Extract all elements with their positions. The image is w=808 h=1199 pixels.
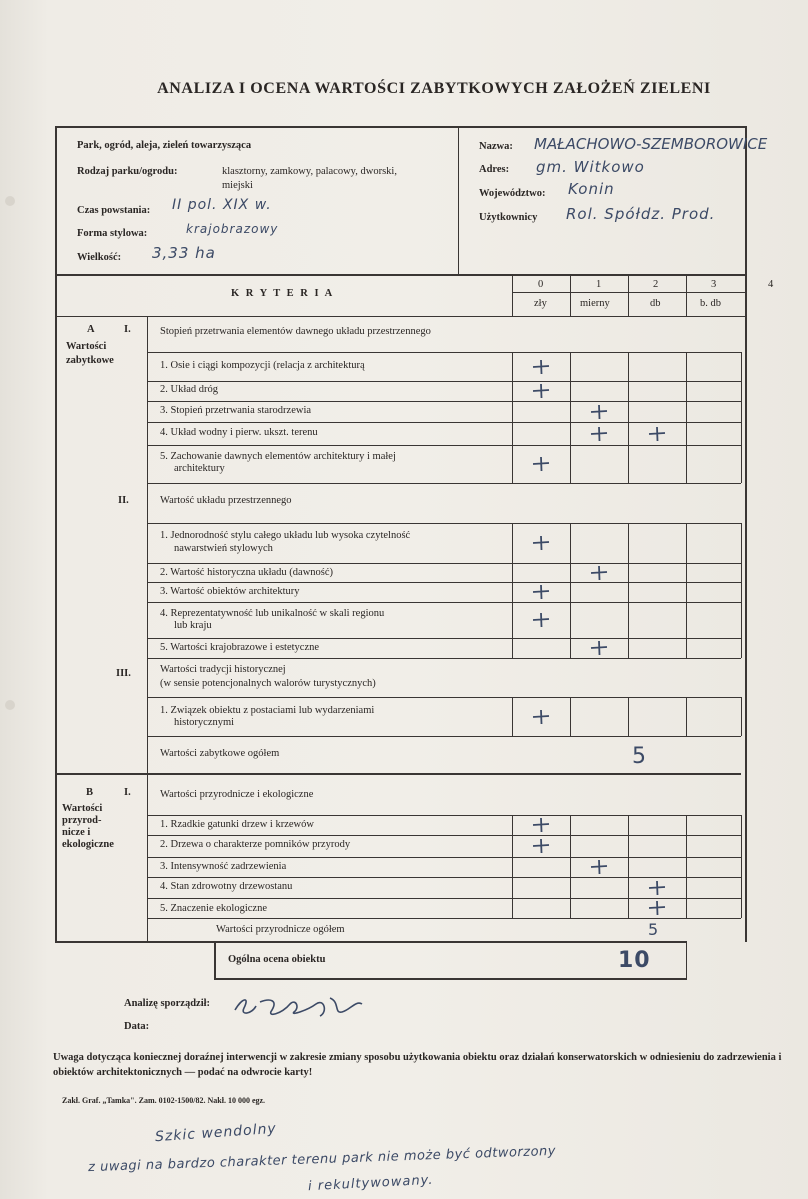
adres-value: gm. Witkowo bbox=[536, 158, 645, 176]
row-label: 4. Układ wodny i pierw. ukszt. terenu bbox=[160, 427, 318, 438]
grid-line bbox=[686, 697, 687, 736]
grid-line bbox=[741, 697, 742, 736]
score-name-2: db bbox=[650, 298, 661, 309]
grid-line bbox=[686, 877, 687, 898]
score-mark-A-II-1-0 bbox=[530, 533, 552, 553]
score-name-1: mierny bbox=[580, 298, 610, 309]
row-label: 3. Intensywność zadrzewienia bbox=[160, 861, 287, 872]
grid-line bbox=[686, 898, 687, 918]
rule bbox=[147, 638, 741, 639]
handwritten-note-1: Szkic wendolny bbox=[154, 1120, 278, 1146]
grid-line bbox=[686, 523, 687, 563]
wojewodztwo-label: Województwo: bbox=[479, 188, 546, 199]
criteria-bottom-line bbox=[55, 316, 746, 317]
grid-line bbox=[686, 445, 687, 483]
row-label: 4. Reprezentatywność lub unikalność w skali regionu bbox=[160, 608, 385, 619]
przyrodnicze-total-value: 5 bbox=[648, 920, 660, 939]
group3-num: III. bbox=[116, 668, 131, 679]
score-mark-A-I-2-0 bbox=[530, 381, 552, 401]
grid-line bbox=[628, 401, 629, 422]
row-label: 4. Stan zdrowotny drzewostanu bbox=[160, 881, 293, 892]
grid-line bbox=[570, 422, 571, 445]
group2-num: II. bbox=[118, 495, 129, 506]
grid-line bbox=[628, 352, 629, 381]
rule bbox=[147, 857, 741, 858]
score-mark-A-II-2-1 bbox=[588, 563, 610, 583]
rule bbox=[147, 352, 741, 353]
grid-line bbox=[570, 898, 571, 918]
score-mark-B-I-4-2 bbox=[646, 878, 668, 898]
handwritten-note-3: i rekultywowany. bbox=[307, 1172, 434, 1195]
overall-label: Ogólna ocena obiektu bbox=[228, 954, 326, 965]
czas-value: II pol. XIX w. bbox=[172, 197, 272, 213]
grid-line bbox=[686, 582, 687, 602]
uwaga-note: Uwaga dotycząca koniecznej doraźnej interwencji w zakresie zmiany sposobu użytkowania obiektu oraz działań konserwatorskich w odniesieniu do zadrzewienia i obiektów architektonicznych — podać na odwrocie karty! bbox=[53, 1052, 782, 1078]
grid-line bbox=[741, 835, 742, 857]
criteria-top-border bbox=[55, 274, 746, 276]
section-a-letter: A bbox=[87, 324, 95, 335]
czas-label: Czas powstania: bbox=[77, 205, 151, 216]
col-line-2 bbox=[628, 274, 629, 316]
grid-line bbox=[512, 381, 513, 401]
forma-label: Forma stylowa: bbox=[77, 228, 148, 239]
grid-line bbox=[512, 401, 513, 422]
zabytkowe-total-value: 5 bbox=[632, 744, 647, 769]
group1-title: Stopień przetrwania elementów dawnego układu przestrzennego bbox=[160, 326, 431, 337]
score-2: 2 bbox=[653, 279, 659, 290]
grid-line bbox=[628, 381, 629, 401]
row-label: 1. Jednorodność stylu całego układu lub wysoka czytelność bbox=[160, 530, 411, 541]
grid-line bbox=[512, 697, 513, 736]
grid-line bbox=[741, 445, 742, 483]
score-mark-A-I-3-1 bbox=[588, 402, 610, 422]
header-divider bbox=[458, 126, 459, 274]
grid-line bbox=[512, 835, 513, 857]
punch-hole bbox=[5, 700, 15, 710]
rule bbox=[147, 835, 741, 836]
section-b-label-1: Wartości bbox=[62, 803, 103, 814]
rule bbox=[147, 602, 741, 603]
score-mark-B-I-1-0 bbox=[530, 815, 552, 835]
section-b-label-4: ekologiczne bbox=[62, 839, 114, 850]
grid-line bbox=[686, 602, 687, 638]
grid-line bbox=[628, 445, 629, 483]
grid-line bbox=[686, 857, 687, 877]
row-label: 2. Wartość historyczna układu (dawność) bbox=[160, 567, 334, 578]
grid-line bbox=[628, 582, 629, 602]
row-label: 5. Wartości krajobrazowe i estetyczne bbox=[160, 642, 320, 653]
grid-line bbox=[570, 445, 571, 483]
printer-note: Zakł. Graf. „Tamka". Zam. 0102-1500/82. Nakł. 10 000 egz. bbox=[62, 1096, 266, 1105]
grid-line bbox=[628, 898, 629, 918]
row-label: historycznymi bbox=[174, 717, 235, 728]
row-label: 1. Związek obiektu z postaciami lub wydarzeniami bbox=[160, 705, 375, 716]
przyrodnicze-total-label: Wartości przyrodnicze ogółem bbox=[216, 924, 345, 935]
grid-line bbox=[741, 422, 742, 445]
rule bbox=[214, 941, 687, 943]
grid-line bbox=[741, 815, 742, 835]
col-line-1 bbox=[570, 274, 571, 316]
header-top-border bbox=[55, 126, 746, 128]
grid-line bbox=[570, 563, 571, 582]
grid-line bbox=[512, 877, 513, 898]
grid-line bbox=[628, 422, 629, 445]
score-4: 4 bbox=[768, 279, 774, 290]
grid-line bbox=[570, 857, 571, 877]
rodzaj-options-2: miejski bbox=[222, 180, 253, 191]
grid-line bbox=[628, 815, 629, 835]
grid-line bbox=[686, 563, 687, 582]
rule bbox=[147, 381, 741, 382]
grid-line bbox=[628, 523, 629, 563]
grid-line bbox=[741, 352, 742, 381]
rule bbox=[147, 582, 741, 583]
score-mark-B-I-3-1 bbox=[588, 857, 610, 877]
score-mark-A-II-3-0 bbox=[530, 582, 552, 602]
row-label: 5. Znaczenie ekologiczne bbox=[160, 903, 267, 914]
rule bbox=[147, 918, 741, 919]
group3-title-1: Wartości tradycji historycznej bbox=[160, 664, 286, 675]
nazwa-label: Nazwa: bbox=[479, 141, 513, 152]
grid-line bbox=[741, 563, 742, 582]
row-label: 3. Wartość obiektów architektury bbox=[160, 586, 300, 597]
grid-line bbox=[628, 877, 629, 898]
form-bottom-border bbox=[55, 941, 214, 943]
grid-line bbox=[686, 352, 687, 381]
kryteria-label: K R Y T E R I A bbox=[231, 288, 335, 299]
grid-line bbox=[686, 381, 687, 401]
grid-line bbox=[570, 835, 571, 857]
rule bbox=[147, 563, 741, 564]
forma-value: krajobrazowy bbox=[186, 222, 279, 236]
grid-line bbox=[512, 563, 513, 582]
nazwa-value: MAŁACHOWO-SZEMBOROWICE bbox=[534, 135, 768, 153]
grid-line bbox=[512, 602, 513, 638]
grid-line bbox=[741, 401, 742, 422]
row-label: nawarstwień stylowych bbox=[174, 543, 273, 554]
score-name-0: zły bbox=[534, 298, 547, 309]
analize-label: Analizę sporządził: bbox=[124, 998, 211, 1009]
form-left-border bbox=[55, 126, 57, 942]
row-label: 1. Rzadkie gatunki drzew i krzewów bbox=[160, 819, 314, 830]
grid-line bbox=[512, 638, 513, 658]
grid-line bbox=[628, 857, 629, 877]
grid-line bbox=[741, 602, 742, 638]
grid-line bbox=[570, 602, 571, 638]
rule bbox=[147, 697, 741, 698]
score-name-3: b. db bbox=[700, 298, 721, 309]
grid-line bbox=[570, 381, 571, 401]
grid-line bbox=[686, 835, 687, 857]
grid-line bbox=[570, 638, 571, 658]
score-mark-A-I-4-1 bbox=[588, 424, 610, 444]
section-b-num: I. bbox=[124, 787, 131, 798]
grid-line bbox=[628, 835, 629, 857]
wielkosc-value: 3,33 ha bbox=[152, 244, 216, 262]
rule bbox=[214, 978, 687, 980]
grid-line bbox=[628, 563, 629, 582]
grid-line bbox=[628, 697, 629, 736]
score-1: 1 bbox=[596, 279, 602, 290]
rule bbox=[147, 815, 741, 816]
handwritten-note-2: z uwagi na bardzo charakter terenu park nie może być odtworzony bbox=[87, 1143, 557, 1176]
grid-line bbox=[741, 523, 742, 563]
grid-line bbox=[741, 381, 742, 401]
rule bbox=[214, 941, 216, 979]
punch-hole bbox=[5, 196, 15, 206]
rule bbox=[147, 658, 741, 659]
grid-line bbox=[512, 523, 513, 563]
section-a-label-2: zabytkowe bbox=[66, 355, 114, 366]
rule bbox=[147, 445, 741, 446]
grid-line bbox=[570, 697, 571, 736]
row-label: lub kraju bbox=[174, 620, 212, 631]
zabytkowe-total-label: Wartości zabytkowe ogółem bbox=[160, 748, 280, 759]
group2-title: Wartość układu przestrzennego bbox=[160, 495, 292, 506]
section-a-label-1: Wartości bbox=[66, 341, 107, 352]
section-b-top bbox=[55, 773, 741, 775]
adres-label: Adres: bbox=[479, 164, 510, 175]
grid-line bbox=[741, 877, 742, 898]
rule bbox=[147, 736, 741, 737]
wojewodztwo-value: Konin bbox=[568, 180, 615, 198]
row-label: 2. Drzewa o charakterze pomników przyrody bbox=[160, 839, 351, 850]
row-label: 2. Układ dróg bbox=[160, 384, 219, 395]
grid-line bbox=[512, 445, 513, 483]
section-a-num: I. bbox=[124, 324, 131, 335]
col-line-3 bbox=[686, 274, 687, 316]
group4-title: Wartości przyrodnicze i ekologiczne bbox=[160, 789, 314, 800]
grid-line bbox=[512, 857, 513, 877]
group3-title-2: (w sensie potencjonalnych walorów turystycznych) bbox=[160, 678, 376, 689]
section-b-letter: B bbox=[86, 787, 94, 798]
grid-line bbox=[570, 815, 571, 835]
score-0: 0 bbox=[538, 279, 544, 290]
uzytkownicy-label: Użytkownicy bbox=[479, 212, 538, 223]
grid-line bbox=[686, 422, 687, 445]
grid-line bbox=[686, 401, 687, 422]
grid-line bbox=[512, 815, 513, 835]
grid-line bbox=[512, 582, 513, 602]
score-mark-A-I-1-0 bbox=[530, 357, 552, 377]
rule bbox=[686, 941, 687, 979]
grid-line bbox=[628, 602, 629, 638]
rule bbox=[147, 523, 741, 524]
row-label: 1. Osie i ciągi kompozycji (relacja z architekturą bbox=[160, 360, 365, 371]
rodzaj-label: Rodzaj parku/ogrodu: bbox=[77, 166, 178, 177]
score-3: 3 bbox=[711, 279, 717, 290]
rule bbox=[147, 401, 741, 402]
section-divider bbox=[147, 316, 148, 942]
row-label: 3. Stopień przetrwania starodrzewia bbox=[160, 405, 312, 416]
wielkosc-label: Wielkość: bbox=[77, 252, 122, 263]
rodzaj-options-1: klasztorny, zamkowy, palacowy, dworski, bbox=[222, 166, 397, 177]
grid-line bbox=[741, 857, 742, 877]
score-mark-A-II-5-1 bbox=[588, 638, 610, 658]
grid-line bbox=[512, 352, 513, 381]
grid-line bbox=[570, 352, 571, 381]
section-b-label-3: nicze i bbox=[62, 827, 91, 838]
data-label: Data: bbox=[124, 1021, 150, 1032]
grid-line bbox=[741, 638, 742, 658]
form-right-border bbox=[745, 126, 747, 942]
grid-line bbox=[570, 582, 571, 602]
signature-image bbox=[230, 990, 370, 1024]
park-line: Park, ogród, aleja, zieleń towarzysząca bbox=[77, 140, 252, 151]
page-title: ANALIZA I OCENA WARTOŚCI ZABYTKOWYCH ZAŁOŻEŃ ZIELENI bbox=[157, 80, 711, 97]
row-label: 5. Zachowanie dawnych elementów architektury i małej bbox=[160, 451, 396, 462]
grid-line bbox=[570, 523, 571, 563]
score-mark-B-I-5-2 bbox=[646, 898, 668, 918]
score-mark-A-I-4-2 bbox=[646, 424, 668, 444]
grid-line bbox=[741, 582, 742, 602]
criteria-mid-line bbox=[512, 292, 746, 293]
score-mark-B-I-2-0 bbox=[530, 836, 552, 856]
grid-line bbox=[686, 638, 687, 658]
uzytkownicy-value: Rol. Spółdz. Prod. bbox=[566, 205, 716, 223]
col-line-0 bbox=[512, 274, 513, 316]
grid-line bbox=[570, 877, 571, 898]
score-mark-A-II-4-0 bbox=[530, 610, 552, 630]
grid-line bbox=[686, 815, 687, 835]
grid-line bbox=[570, 401, 571, 422]
rule bbox=[147, 483, 741, 484]
grid-line bbox=[741, 898, 742, 918]
score-mark-A-I-5-0 bbox=[530, 454, 552, 474]
grid-line bbox=[628, 638, 629, 658]
grid-line bbox=[512, 898, 513, 918]
row-label: architektury bbox=[174, 463, 225, 474]
grid-line bbox=[512, 422, 513, 445]
overall-value: 10 bbox=[618, 948, 651, 973]
section-b-label-2: przyrod- bbox=[62, 815, 102, 826]
score-mark-A-III-1-0 bbox=[530, 707, 552, 727]
